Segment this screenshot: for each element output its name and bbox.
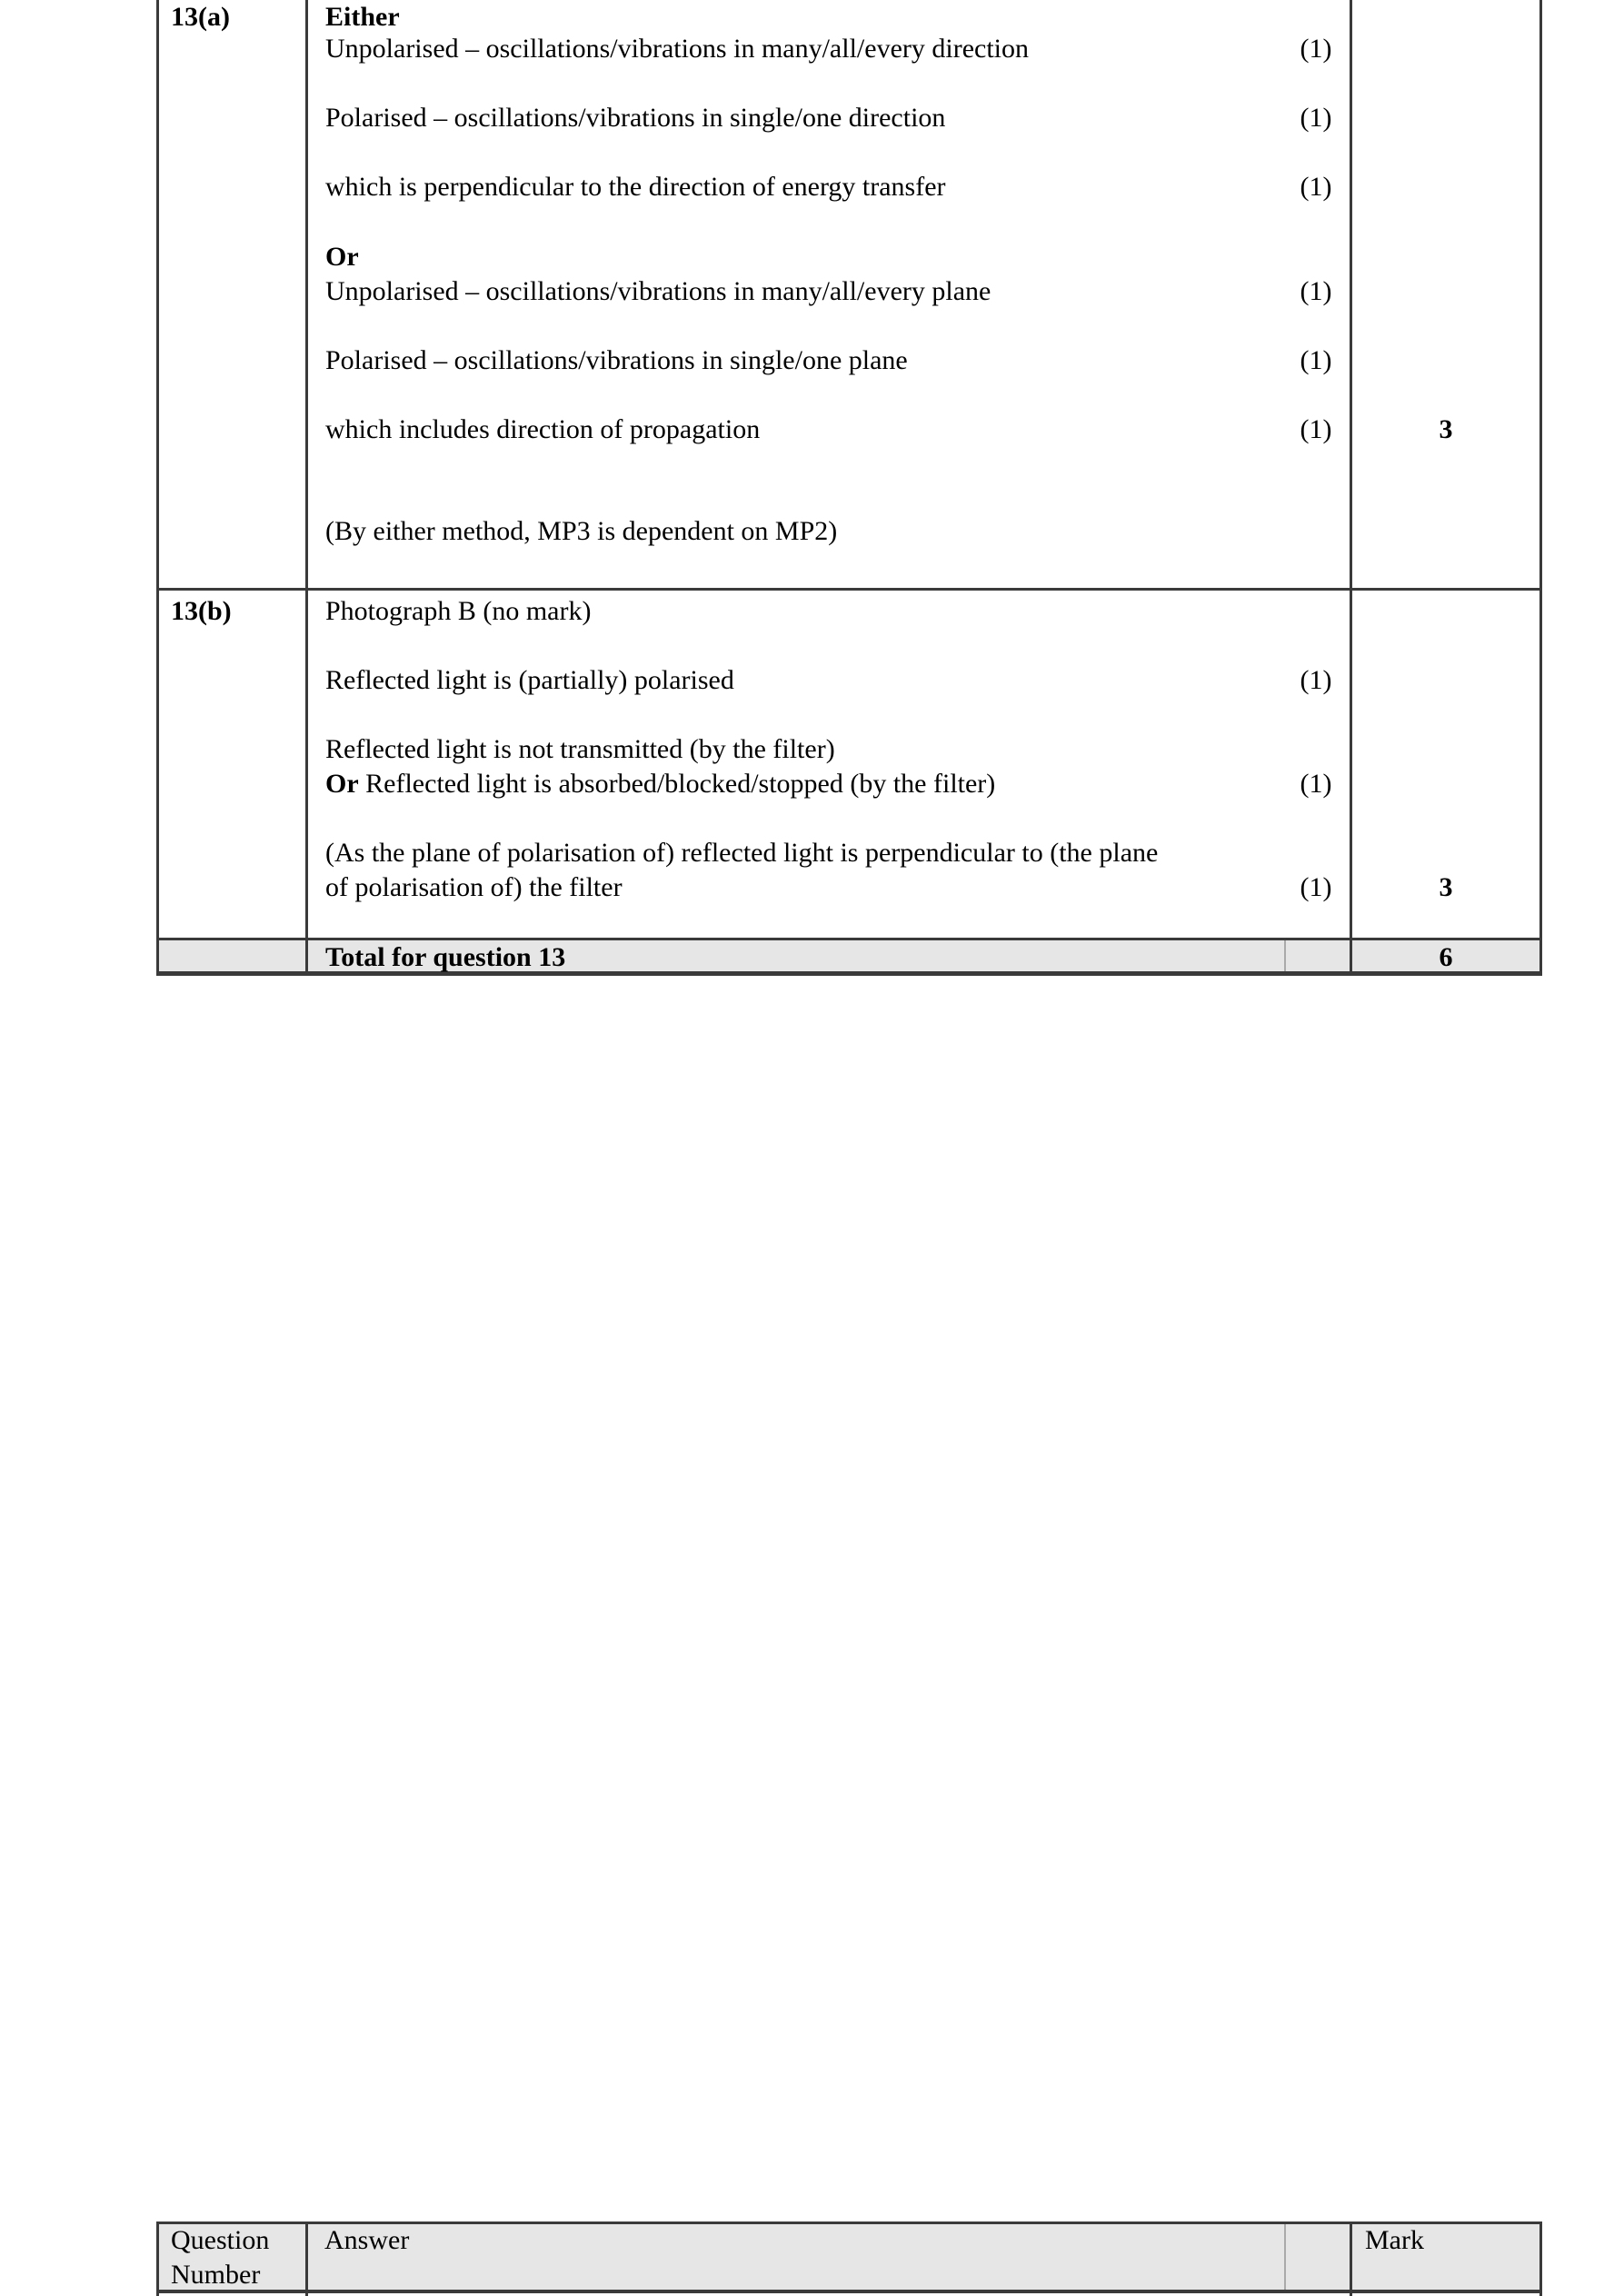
question-number-13b: 13(b)	[171, 596, 232, 626]
mark-point-value: (1)	[1300, 872, 1332, 902]
answer-line: (As the plane of polarisation of) reflected light is perpendicular to (the plane	[325, 838, 1159, 868]
next-table-divider-answer-mark	[1350, 2221, 1352, 2296]
answer-line	[325, 767, 995, 801]
answer-line: which includes direction of propagation	[325, 414, 761, 444]
mark-point-value: (1)	[1300, 345, 1332, 375]
answer-note: (By either method, MP3 is dependent on MP2)	[325, 516, 838, 546]
next-table-header-mark: Mark	[1365, 2225, 1424, 2255]
total-row-label: Total for question 13	[325, 942, 566, 972]
answer-line: Unpolarised – oscillations/vibrations in many/all/every plane	[325, 276, 991, 306]
table-border-right	[1539, 0, 1542, 976]
mark-point-value: (1)	[1300, 103, 1332, 133]
row-divider-13a-13b	[156, 588, 1542, 591]
answer-line: Photograph B (no mark)	[325, 596, 592, 626]
mark-point-value: (1)	[1300, 276, 1332, 306]
next-table-header-question: Question Number	[171, 2225, 270, 2290]
answer-line-text: Reflected light is absorbed/blocked/stopped (by the filter)	[358, 769, 996, 799]
mark-total-13b: 3	[1439, 872, 1453, 902]
mark-point-value: (1)	[1300, 34, 1332, 64]
table-subdivider-total-row	[1284, 938, 1286, 974]
table-border-left	[156, 0, 159, 976]
next-table-divider-question-answer	[305, 2221, 308, 2296]
mark-point-value: (1)	[1300, 172, 1332, 202]
question-number-13a: 13(a)	[171, 2, 230, 32]
next-table-header-bottom-border	[156, 2290, 1542, 2293]
mark-point-value: (1)	[1300, 769, 1332, 799]
answer-line-bold-prefix: Or	[325, 769, 359, 799]
answer-heading-or: Or	[325, 242, 359, 272]
total-row-value: 6	[1439, 942, 1453, 972]
mark-point-value: (1)	[1300, 665, 1332, 695]
answer-line: Polarised – oscillations/vibrations in single/one direction	[325, 103, 946, 133]
table-divider-answer-mark	[1350, 0, 1352, 976]
mark-total-13a: 3	[1439, 414, 1453, 444]
next-table-subdivider	[1284, 2221, 1286, 2290]
next-table-border-left	[156, 2221, 159, 2296]
mark-point-value: (1)	[1300, 414, 1332, 444]
answer-line: Reflected light is not transmitted (by the filter)	[325, 734, 835, 764]
answer-line: which is perpendicular to the direction of energy transfer	[325, 172, 946, 202]
answer-heading-either: Either	[325, 2, 400, 32]
answer-line: of polarisation of) the filter	[325, 872, 623, 902]
next-table-header-answer: Answer	[324, 2225, 410, 2255]
table-divider-question-answer	[305, 0, 308, 976]
answer-line: Polarised – oscillations/vibrations in single/one plane	[325, 345, 908, 375]
answer-line: Unpolarised – oscillations/vibrations in many/all/every direction	[325, 34, 1029, 64]
next-table-border-right	[1539, 2221, 1542, 2296]
answer-line: Reflected light is (partially) polarised	[325, 665, 734, 695]
